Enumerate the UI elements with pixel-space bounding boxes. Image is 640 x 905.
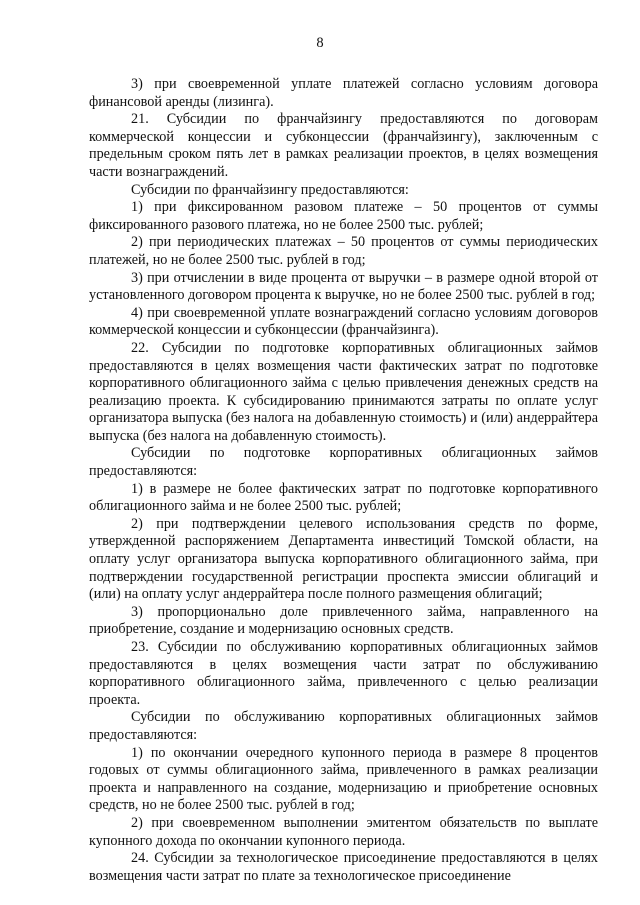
paragraph-franchising-item-3: 3) при отчислении в виде процента от выручки – в размере одной второй от установленного договором процента к выручке, но не более 2500 тыс. рублей в год; — [89, 269, 598, 304]
paragraph-22-bond-preparation: 22. Субсидии по подготовке корпоративных облигационных займов предоставляются в целях возмещения части фактических затрат по подготовке корпоративного облигационного займа с целью привлечения денежных средств на реализацию проекта. К субсидированию принимаются затраты по оплате услуг организатора выпуска (без налога на добавленную стоимость) и (или) андеррайтера выпуска (без налога на добавленную стоимость). — [89, 339, 598, 444]
paragraph-21-franchising: 21. Субсидии по франчайзингу предоставляются по договорам коммерческой концессии и субконцессии (франчайзингу), заключенным с предельным сроком пять лет в рамках реализации проектов, в целях возмещения части вознаграждений. — [89, 111, 598, 180]
paragraph-bond-preparation-item-1: 1) в размере не более фактических затрат по подготовке корпоративного облигационного займа и не более 2500 тыс. рублей; — [89, 480, 598, 515]
paragraph-bond-servicing-item-2: 2) при своевременном выполнении эмитентом обязательств по выплате купонного дохода по окончании купонного периода. — [89, 814, 598, 849]
paragraph-24-technological-connection: 24. Субсидии за технологическое присоединение предоставляются в целях возмещения части затрат по плате за технологическое присоединение — [89, 850, 598, 884]
paragraph-bond-servicing-intro: Субсидии по обслуживанию корпоративных облигационных займов предоставляются: — [89, 709, 598, 743]
paragraph-franchising-item-2: 2) при периодических платежах – 50 процентов от суммы периодических платежей, но не более 2500 тыс. рублей в год; — [89, 234, 598, 268]
paragraph-bond-preparation-intro: Субсидии по подготовке корпоративных облигационных займов предоставляются: — [89, 445, 598, 480]
paragraph-franchising-item-4: 4) при своевременной уплате вознаграждений согласно условиям договоров коммерческой концессии и субконцессии (франчайзинга). — [89, 304, 598, 339]
paragraph-bond-preparation-item-3: 3) пропорционально доле привлеченного займа, направленного на приобретение, создание и модернизацию основных средств. — [89, 603, 598, 638]
paragraph-lease-item-3: 3) при своевременной уплате платежей согласно условиям договора финансовой аренды (лизинга). — [89, 76, 598, 110]
paragraph-bond-servicing-item-1: 1) по окончании очередного купонного периода в размере 8 процентов годовых от суммы облигационного займа, привлеченного в рамках реализации проекта и направленного на создание, модернизацию и приобретение основных средств, но не более 2500 тыс. рублей в год; — [89, 744, 598, 814]
paragraph-23-bond-servicing: 23. Субсидии по обслуживанию корпоративных облигационных займов предоставляются в целях возмещения части затрат по обслуживанию корпоративного облигационного займа, привлеченного с целью реализации проекта. — [89, 639, 598, 708]
paragraph-franchising-intro: Субсидии по франчайзингу предоставляются: — [131, 181, 409, 198]
paragraph-franchising-item-1: 1) при фиксированном разовом платеже – 50 процентов от суммы фиксированного разового платежа, но не более 2500 тыс. рублей; — [89, 199, 598, 233]
page-body — [89, 76, 598, 885]
paragraph-bond-preparation-item-2: 2) при подтверждении целевого использования средств по форме, утвержденной распоряжением Департамента инвестиций Томской области, на оплату услуг организатора выпуска корпоративного облигационного займа, при подтверждении государственной регистрации проспекта эмиссии облигаций и (или) на оплату услуг андеррайтера после полного размещения облигаций; — [89, 515, 598, 603]
page-number: 8 — [316, 35, 324, 51]
